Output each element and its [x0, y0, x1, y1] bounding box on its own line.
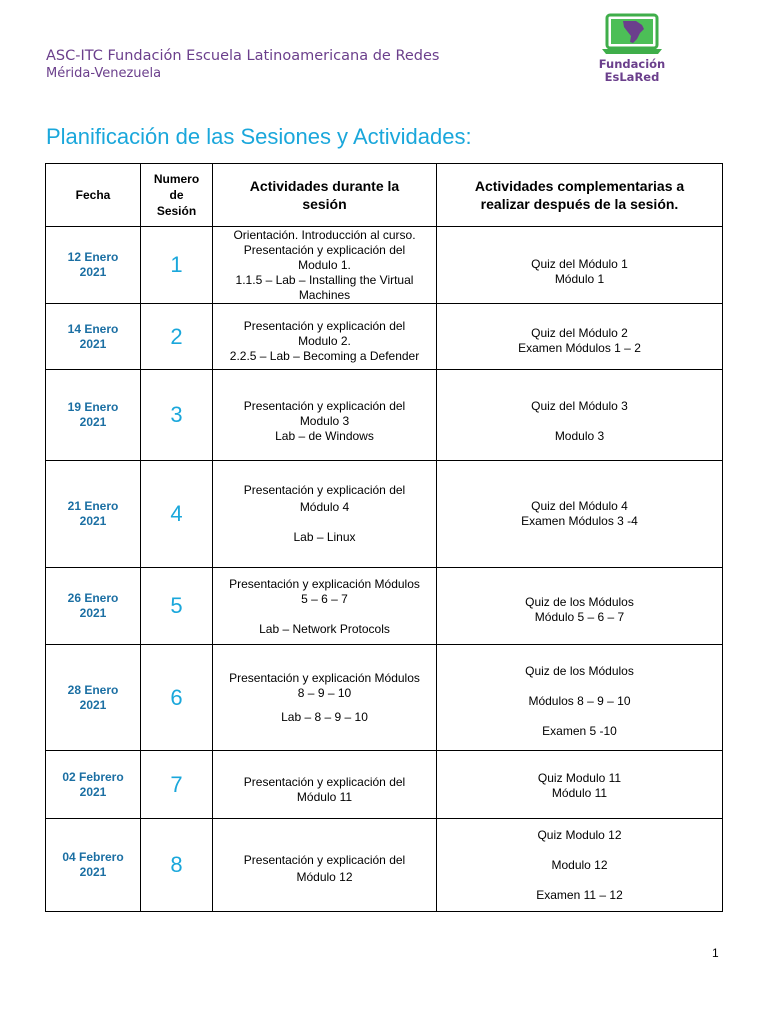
- session-number: 8: [141, 819, 213, 912]
- activity-line: Lab – de Windows: [275, 429, 374, 443]
- activity-line: Presentación y explicación del: [243, 852, 406, 867]
- activities-cell: [213, 819, 437, 912]
- complementary-line: Módulo 5 – 6 – 7: [534, 610, 625, 624]
- date-line2: 2021: [79, 514, 107, 528]
- activity-line: 2.2.5 – Lab – Becoming a Defender: [229, 348, 420, 363]
- complementary-cell: [437, 227, 723, 304]
- date-line1: 02 Febrero: [62, 769, 124, 784]
- date-cell: [46, 227, 141, 304]
- activity-line: Presentación y explicación del: [243, 243, 406, 257]
- date-cell: [46, 819, 141, 912]
- eslared-logo: [596, 12, 668, 90]
- table-row: [46, 227, 723, 304]
- header-actividades-line1: Actividades durante la: [249, 178, 400, 194]
- activity-line: 8 – 9 – 10: [297, 686, 352, 700]
- date-cell: [46, 304, 141, 370]
- complementary-line: Quiz de los Módulos: [525, 664, 634, 678]
- date-line1: 21 Enero: [67, 499, 119, 513]
- complementary-cell: [437, 645, 723, 751]
- activity-line: Presentación y explicación Módulos: [229, 671, 420, 685]
- activity-line: Módulo 12: [296, 869, 353, 884]
- activity-line: Orientación. Introducción al curso.: [233, 228, 416, 242]
- table-row: [46, 568, 723, 645]
- table-row: [46, 751, 723, 819]
- activity-line: 1.1.5 – Lab – Installing the Virtual: [235, 273, 414, 287]
- date-cell: [46, 645, 141, 751]
- activity-line: Modulo 3: [299, 414, 350, 428]
- table-row: [46, 461, 723, 568]
- complementary-cell: [437, 370, 723, 461]
- header-complementarias: [437, 164, 723, 227]
- session-number: 1: [141, 227, 213, 304]
- activity-line: Lab – Linux: [293, 530, 356, 544]
- activity-line: Presentación y explicación del: [243, 399, 406, 413]
- date-line2: 2021: [79, 697, 107, 712]
- activities-cell: [213, 304, 437, 370]
- sessions-table: [45, 163, 723, 912]
- complementary-cell: [437, 461, 723, 568]
- date-line1: 26 Enero: [67, 591, 119, 605]
- complementary-cell: [437, 751, 723, 819]
- complementary-line: Examen 5 -10: [542, 724, 617, 738]
- complementary-line: Quiz de los Módulos: [525, 595, 634, 609]
- date-line2: 2021: [79, 336, 107, 351]
- activity-line: Presentación y explicación Módulos: [229, 576, 420, 591]
- complementary-line: Examen 11 – 12: [536, 888, 623, 902]
- complementary-cell: [437, 568, 723, 645]
- date-line1: 19 Enero: [67, 400, 119, 414]
- complementary-line: Quiz del Módulo 2: [531, 326, 628, 340]
- complementary-line: Quiz Modulo 11: [537, 771, 622, 785]
- activity-line: Presentación y explicación del: [243, 774, 406, 789]
- activity-line: Presentación y explicación del: [243, 318, 406, 333]
- org-header: [46, 47, 439, 82]
- org-location: Mérida-Venezuela: [46, 66, 162, 81]
- complementary-line: Quiz del Módulo 4: [531, 499, 628, 513]
- logo-line-2: EsLaRed: [604, 70, 660, 84]
- complementary-line: Modulo 3: [554, 429, 605, 443]
- org-title: ASC-ITC Fundación Escuela Latinoamericana de Redes: [46, 48, 440, 64]
- header-complementarias-line2: realizar después de la sesión.: [480, 196, 679, 212]
- complementary-line: Modulo 12: [551, 858, 608, 872]
- header-fecha: Fecha: [46, 164, 141, 227]
- activities-cell: [213, 568, 437, 645]
- activity-line: Machines: [298, 288, 351, 302]
- date-line1: 12 Enero: [67, 250, 119, 264]
- header-actividades: [213, 164, 437, 227]
- complementary-line: Examen Módulos 1 – 2: [518, 341, 641, 355]
- date-cell: [46, 461, 141, 568]
- page-number: 1: [712, 946, 719, 960]
- complementary-cell: [437, 304, 723, 370]
- laptop-map-icon: [600, 12, 664, 56]
- date-line2: 2021: [79, 784, 107, 799]
- complementary-line: Examen Módulos 3 -4: [521, 514, 638, 528]
- activity-line: Lab – Network Protocols: [259, 621, 390, 636]
- session-number: 5: [141, 568, 213, 645]
- header-numero-line1: Numero: [153, 172, 200, 186]
- header-numero: [141, 164, 213, 227]
- date-line2: 2021: [79, 415, 107, 429]
- header-row: [46, 164, 723, 227]
- activities-cell: [213, 461, 437, 568]
- page-title: Planificación de las Sesiones y Actividades:: [46, 124, 472, 149]
- date-cell: [46, 751, 141, 819]
- table-row: [46, 645, 723, 751]
- header-numero-line2: de: [169, 188, 184, 202]
- complementary-line: Módulo 11: [551, 786, 608, 800]
- table-row: [46, 819, 723, 912]
- header-actividades-line2: sesión: [302, 196, 347, 212]
- activity-line: Módulo 11: [296, 789, 353, 804]
- date-cell: [46, 568, 141, 645]
- activity-line: Modulo 2.: [298, 333, 351, 348]
- header-complementarias-line1: Actividades complementarias a: [474, 178, 685, 194]
- activities-cell: [213, 645, 437, 751]
- activities-cell: [213, 370, 437, 461]
- complementary-line: Módulo 1: [554, 272, 605, 286]
- date-line2: 2021: [79, 606, 107, 620]
- activities-cell: [213, 227, 437, 304]
- date-line1: 28 Enero: [67, 682, 119, 697]
- session-number: 3: [141, 370, 213, 461]
- date-cell: [46, 370, 141, 461]
- logo-text: [596, 58, 668, 84]
- table-row: [46, 370, 723, 461]
- activity-line: Presentación y explicación del: [243, 483, 406, 497]
- activity-line: Modulo 1.: [298, 258, 351, 272]
- activities-cell: [213, 751, 437, 819]
- activity-line: Módulo 4: [299, 500, 350, 514]
- session-number: 4: [141, 461, 213, 568]
- session-number: 7: [141, 751, 213, 819]
- complementary-line: Quiz del Módulo 1: [531, 257, 628, 271]
- logo-line-1: Fundación: [598, 57, 666, 71]
- header-numero-line3: Sesión: [156, 204, 197, 218]
- complementary-line: Módulos 8 – 9 – 10: [528, 694, 631, 708]
- date-line2: 2021: [79, 865, 107, 879]
- date-line1: 14 Enero: [67, 321, 119, 336]
- complementary-cell: [437, 819, 723, 912]
- date-line1: 04 Febrero: [62, 850, 124, 864]
- table-row: [46, 304, 723, 370]
- activity-line: Lab – 8 – 9 – 10: [281, 710, 368, 724]
- session-number: 2: [141, 304, 213, 370]
- complementary-line: Quiz Modulo 12: [537, 828, 622, 842]
- activity-line: 5 – 6 – 7: [301, 591, 348, 606]
- session-number: 6: [141, 645, 213, 751]
- complementary-line: Quiz del Módulo 3: [531, 399, 628, 413]
- date-line2: 2021: [79, 265, 107, 279]
